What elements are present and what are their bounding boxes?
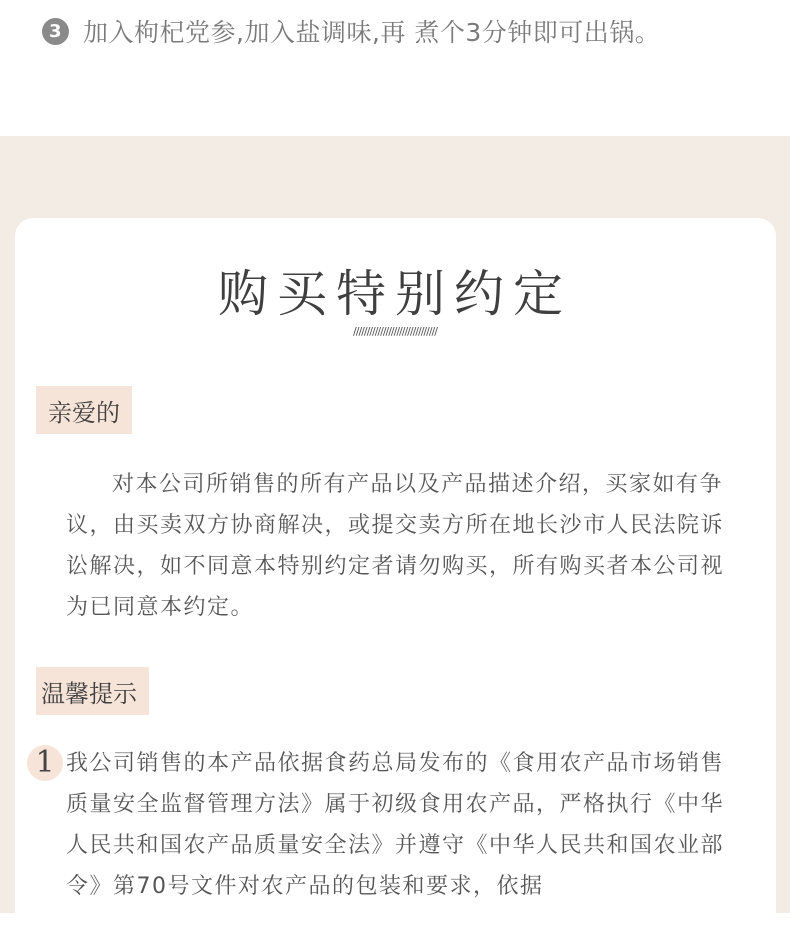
tips-paragraph: 我公司销售的本产品依据食药总局发布的《食用农产品市场销售质量安全监督管理方法》属于初级食用农产品，严格执行《中华人民共和国农产品质量安全法》并遵守《中华人民共和国农业部令》第70号文件对农产品的包装和要求，依据 xyxy=(66,751,725,899)
agreement-paragraph: 对本公司所销售的所有产品以及产品描述介绍，买家如有争议，由买卖双方协商解决，或提交卖方所在地长沙市人民法院诉讼解决，如不同意本特别约定者请勿购买，所有购买者本公司视为已同意本约定。 xyxy=(66,472,725,620)
step-number-badge: 3 xyxy=(42,18,69,45)
section-tag-tips: 温馨提示 xyxy=(36,667,149,715)
step-instruction xyxy=(42,14,660,48)
card-title: 购买特别约定 xyxy=(218,265,572,323)
step-text: 加入枸杞党参,加入盐调味,再 煮个3分钟即可出锅。 xyxy=(83,18,661,47)
item-number-badge: 1 xyxy=(27,745,63,781)
title-decoration: /////////////////////////////// xyxy=(353,325,437,338)
section-tag-dear: 亲爱的 xyxy=(36,386,132,434)
